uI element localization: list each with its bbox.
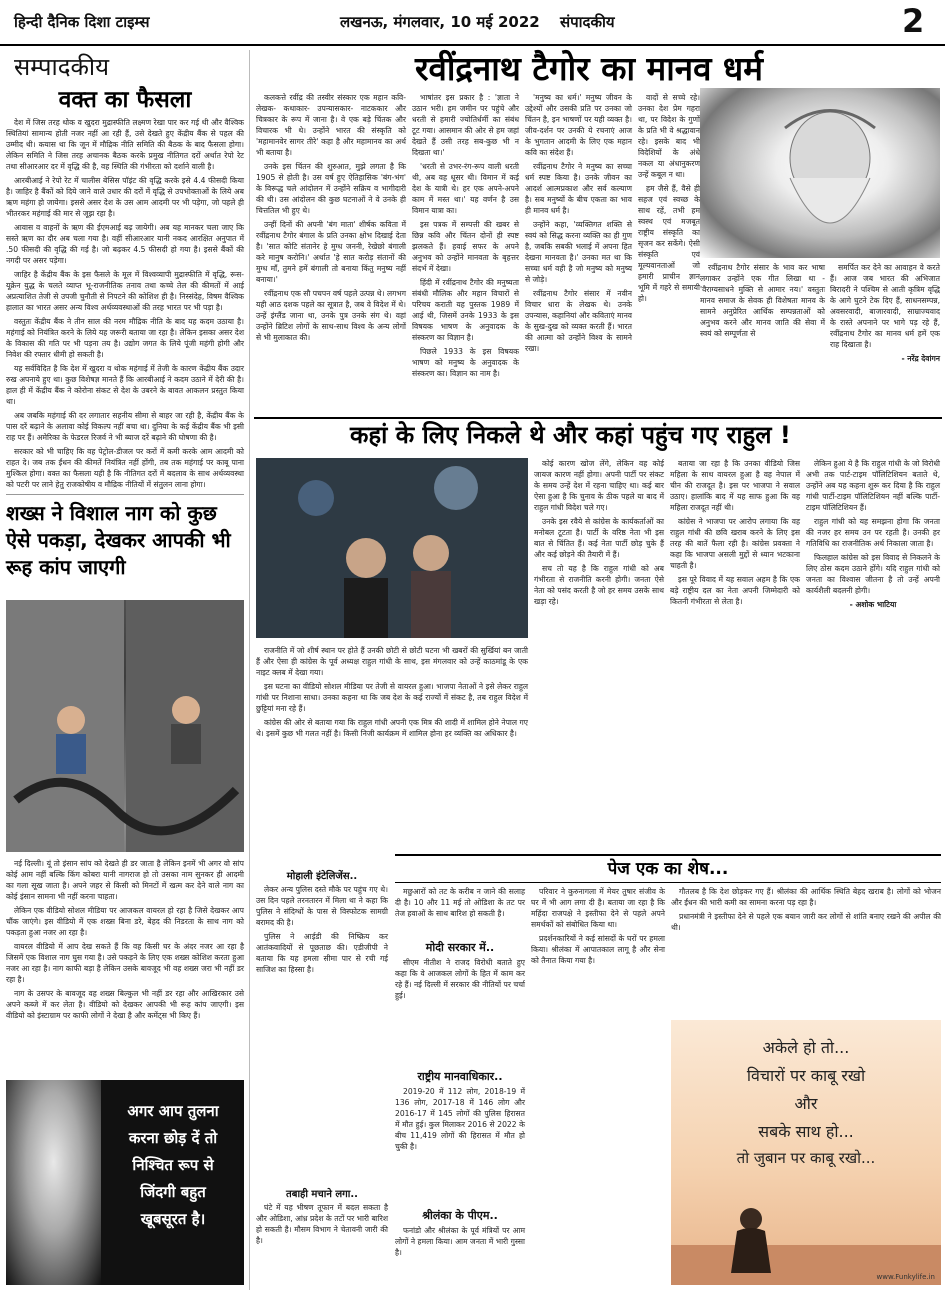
quote-line: और — [794, 1094, 818, 1113]
osho-quote-box — [6, 1080, 244, 1285]
dateline: लखनऊ, मंगलवार, 10 मई 2022 — [340, 13, 540, 31]
rahul-paragraph: सच तो यह है कि राहुल गांधी को अब गंभीरता से राजनीति करनी होगी। जनता ऐसे नेता को पसंद करती है जो हर समय उसके साथ खड़ा रहे। — [534, 564, 664, 606]
tagore-col-4-tail — [700, 262, 825, 412]
masthead — [0, 0, 945, 46]
rahul-photo — [256, 458, 528, 638]
osho-line: अगर आप तुलना — [127, 1102, 219, 1120]
osho-quote-text — [104, 1098, 242, 1233]
page-number: 2 — [902, 2, 925, 40]
tagore-paragraph: रवींद्रनाथ टैगोर संसार में नवीन विचार धारा के लेखक थे। उनके उपन्यास, कहानियां और कविताएं मानव के सुख-दुख को व्यक्त करती हैं। भारत की आत्मा को उन्होंने विश्व के सामने रखा। — [525, 289, 633, 353]
motivational-quote — [671, 1020, 941, 1285]
editorial-section-label: सम्पादकीय — [14, 53, 110, 81]
tagore-col-4 — [638, 92, 700, 303]
snake-headline: शख्स ने विशाल नाग को कुछ ऐसे पकड़ा, देखकर आपकी भी रूह कांप जाएगी — [6, 501, 231, 579]
quote-line: तो जुबान पर काबू रखो... — [736, 1149, 876, 1167]
tagore-sketch-icon — [700, 88, 940, 258]
cont-col-d — [671, 886, 941, 1016]
osho-line: करना छोड़ दें तो — [128, 1129, 218, 1147]
tabahi-title: तबाही मचाने लगा.. — [286, 1189, 358, 1200]
tagore-paragraph: कलकत्ते रवींद्र की तस्वीर संस्कार एक महान कवि- लेखक- कथाकार- उपन्यासकार- नाटककार और चित्रकार के रूप में जाना है। वे एक बड़े चिंतक और विचारक भी थे। उन्होंने भारत की संस्कृति को 'महामानवेर सागर तीरे' कहा है और महामानव का अर्थ भी बताया है। — [256, 93, 406, 157]
cont-paragraph: 2019-20 में 112 लोग, 2018-19 में 136 लोग, 2017-18 में 146 लोग और 2016-17 में 145 लोगों की पुलिस हिरासत में मौत हुई। कुल मिलाकर 2016 से 2022 के बीच 11,419 लोगों की हिरासत में मौत हो चुकी है। — [395, 1087, 525, 1151]
tagore-paragraph: इस पत्रक में सम्पत्ती की खबर से छिन्न कवि और चिंतन दोनों ही स्पष्ट झलकते हैं। हवाई सफर के अपने अनुभव को उन्होंने मानवता के बृहत्तर संदर्भ में देखा। — [412, 220, 519, 273]
tagore-paragraph: हम जैसे हैं, वैसे ही सहज एवं स्वच्छ के साथ रहें, तभी हम स्वस्थ एवं मजबूत राष्ट्रीय संस्कृति का सृजन कर सकेंगे। ऐसी संस्कृति एवं मूल्यवानताओं जो हमारी प्राचीन ज्ञान भूमि में गहरे से समायी हो। — [638, 184, 700, 303]
editorial — [6, 50, 244, 490]
quote-line: विचारों पर काबू रखो — [746, 1066, 866, 1085]
rashtriya-title: राष्ट्रीय मानवाधिकार.. — [417, 1070, 503, 1083]
tagore-paragraph: 'धरती से उभर-रंग-रूप वाली धरती थी, अब वह धूसर थी। विमान में कई देश के यात्री थे। हर एक अपने-अपने काम में मस्त था।' यह वर्णन है उस विमान यात्रा का। — [412, 162, 519, 215]
snake-body — [6, 858, 244, 1076]
divider — [6, 494, 244, 495]
modi-title: मोदी सरकार में.. — [425, 941, 495, 954]
rahul-paragraph: कांग्रेस की ओर से बताया गया कि राहुल गांधी अपनी एक मित्र की शादी में शामिल होने नेपाल गए थे। इसमें कुछ भी गलत नहीं है। किसी निजी कार्यक्रम में शामिल होना हर व्यक्ति का अधिकार है। — [256, 718, 528, 738]
cont-paragraph: सीएम नीतीश ने राजद विरोधी बताते हुए कहा कि वे आजकल लोगों के हित में काम कर रहे हैं। नई दिल्ली में सरकार की नीतियों पर चर्चा हुई। — [395, 958, 525, 1000]
rahul-paragraph: उनके इस रवैये से कांग्रेस के कार्यकर्ताओं का मनोबल टूटता है। पार्टी के वरिष्ठ नेता भी इस बात से चिंतित हैं। कई नेता पार्टी छोड़ चुके हैं और कई छोड़ने की तैयारी में हैं। — [534, 517, 664, 559]
editorial-paragraph: जाहिर है केंद्रीय बैंक के इस फैसले के मूल में विश्वव्यापी मुद्रास्फीति में वृद्धि, रूस-यूक्रेन युद्ध के चलते व्याप्त भू-राजनीतिक तनाव तथा कच्चे तेल की कीमतों में आई अप्रत्याशित तेजी से उपजी चुनौती से निपटने की कोशिश ही है। निस्संदेह, विषम वैश्विक हालात का भारत असर अन्य विश्व अर्थव्यवस्थाओं की तरह भारत पर भी पड़ा है। — [6, 270, 244, 313]
rahul-paragraph: कोई कारण खोज लेंगे, लेकिन वह कोई जायज कारण नहीं होगा। अपनी पार्टी पर संकट के समय उन्हें देश में रहना चाहिए था। कई बार ऐसा हुआ है कि चुनाव के ठीक पहले या बाद में राहुल गांधी विदेश चले गए। — [534, 459, 664, 512]
rahul-col-3 — [670, 458, 800, 853]
rahul-paragraph: इस पूरे विवाद में यह सवाल अहम है कि एक बड़े राष्ट्रीय दल का नेता अपनी जिम्मेदारी को कितनी गंभीरता से लेता है। — [670, 575, 800, 606]
snake-paragraph: लेकिन एक वीडियो सोशल मीडिया पर आजकल वायरल हो रहा है जिसे देखकर आप चौंक जाएंगे। इस वीडियो में एक शख्स बिना डरे, बेहद की निडरता के साथ नाग को पकड़ता हुआ नजर आ रहा है। — [6, 906, 244, 937]
osho-line: जिंदगी बहुत — [140, 1183, 206, 1201]
editorial-paragraph: यह सर्वविदित है कि देश में खुदरा व थोक महंगाई में तेजी के कारण केंद्रीय बैंक उदार रुख अपनाये हुए था। कुछ विशेषज्ञ मानते हैं कि आरबीआई ने कदम उठाने में देरी की है। हाल ही में केंद्रीय बैंक ने कोरोना संकट से देश के उबरने के बावत आकलन प्रस्तुत किया था। — [6, 364, 244, 407]
tagore-portrait — [700, 88, 940, 258]
rahul-paragraph: बताया जा रहा है कि उनका वीडियो जिस महिला के साथ वायरल हुआ है वह नेपाल में चीन की राजदूत है। इस पर भाजपा ने सवाल उठाए। हालांकि बाद में यह साफ हुआ कि वह महिला राजदूत नहीं थी। — [670, 459, 800, 512]
tagore-paragraph: भाषांतर इस प्रकार है : 'ज्ञाता ने उठान भरी। हम जमीन पर पहुंचे और धरती से हमारी ज्योतिर्धर्मी का संबंध टूट गया। आसमान की ओर से हम जहां देखते हैं उसी तरह सब-कुछ भी न दिखता था।' — [412, 93, 519, 157]
tagore-paragraph: रवींद्रनाथ टैगोर संसार के भाव कर भाषा लगाकर उन्होंने एक गीत लिखा था - 'वैराग्यसाधने मुक्ति से आमार नय।' वस्तुतः मानव समाज के सेवक ही विशेषता मानव के सामने अनुप्रेरित आर्थिक सम्पन्नताओं को अनुभव करने और मानव जाति की सेवा में स्वयं को सम्पूर्णता से — [700, 263, 825, 338]
rahul-paragraph: फिलहाल कांग्रेस को इस विवाद से निकलने के लिए ठोस कदम उठाने होंगे। यदि राहुल गांधी को जनता का विश्वास जीतना है तो उन्हें अपनी कार्यशैली बदलनी होगी। — [806, 553, 940, 595]
srilanka-body — [395, 1225, 525, 1285]
quote-credit: www.Funkylife.in — [876, 1273, 935, 1281]
rahul-col-4 — [806, 458, 940, 853]
osho-line: निश्चित रूप से — [132, 1156, 214, 1174]
tagore-paragraph: पिछले 1933 के इस विषयक भाषण को मनुष्य के अनुवादक के संस्करण का। विज्ञान का नाम है। — [412, 347, 519, 378]
tagore-col-2 — [412, 92, 519, 412]
rahul-headline: कहां के लिए निकले थे और कहां पहुंच गए राहुल ! — [350, 421, 791, 449]
nightclub-photo-icon — [256, 458, 528, 638]
paper-name: हिन्दी दैनिक दिशा टाइम्स — [14, 13, 150, 31]
rashtriya-body — [395, 1086, 525, 1206]
cont-paragraph: गौतलब है कि देश छोड़कर गए हैं। श्रीलंका की आर्थिक स्थिति बेहद खराब है। लोगों को भोजन और ईंधन की भारी कमी का सामना करना पड़ रहा है। — [671, 887, 941, 907]
rahul-paragraph: लेकिन हुआ ये है कि राहुल गांधी के जो विरोधी अभी तक पार्ट-टाइम पॉलिटिशियन बताते थे, उन्होंने अब यह कहना शुरू कर दिया है कि राहुल गांधी पार्टी-टाइम पॉलिटिशियन नहीं बल्कि पार्टी-टाइम पॉलिटिशियन हैं। — [806, 459, 940, 512]
editorial-paragraph: अब जबकि महंगाई की दर लगातार सहनीय सीमा से बाहर जा रही है, केंद्रीय बैंक के पास दरें बढ़ाने के अलावा कोई विकल्प नहीं बचा था। दुनिया के कई केंद्रीय बैंक भी इसी राह पर हैं। अमेरिका के फेडरल रिजर्व ने भी ब्याज दरें बढ़ाने की घोषणा की है। — [6, 411, 244, 443]
divider — [254, 417, 942, 419]
quote-text — [671, 1036, 941, 1168]
cont-paragraph: प्रधानमंत्री ने इस्तीफा देने से पहले एक बयान जारी कर लोगों से शांति बनाए रखने की अपील की थी। — [671, 912, 941, 932]
quote-line: अकेले हो तो... — [762, 1038, 850, 1057]
editorial-paragraph: आवास व वाहनों के ऋण की ईएमआई बढ़ जायेगी। अब यह मानकर चला जाए कि सस्ते ऋण का दौर अब चला गया है। वहीं सीआरआर यानी नकद आरक्षित अनुपात में .50 फीसदी की वृद्धि की गई है। जो बढ़कर 4.5 फीसदी हो गया है। इससे बैंकों की नगदी पर असर पड़ेगा। — [6, 223, 244, 266]
snake-paragraph: वायरल वीडियो में आप देख सकते हैं कि वह किसी घर के अंदर नजर आ रहा है जिसमें एक विशाल नाग घुस गया है। उसे पकड़ने के लिए एक शख्स कोशिश करता हुआ नजर आ रहा है। नाग काफी बड़ा है लेकिन उसके बावजूद भी वह शख्स जरा भी नहीं डर रहा है। — [6, 942, 244, 984]
osho-line: खूबसूरत है। — [140, 1210, 206, 1228]
editorial-paragraph: आरबीआई ने रेपो रेट में चालीस बेसिस पॉइंट की वृद्धि करके इसे 4.4 फीसदी किया है। जाहिर है बैंकों को दिये जाने वाले उधार की दरों में वृद्धि से उपभोक्ताओं के लिये अब ऋण महंगा हो जायेगा। इससे असर देश के उस आम आदमी पर भी पड़ेगा, जो पहले ही भीतरकर महंगाई की मार से जूझ रहा है। — [6, 176, 244, 219]
rahul-paragraph: इस घटना का वीडियो सोशल मीडिया पर तेजी से वायरल हुआ। भाजपा नेताओं ने इसे लेकर राहुल गांधी पर निशाना साधा। उनका कहना था कि जब देश के कई राज्यों में संकट है, तब राहुल विदेश में छुट्टियां मना रहे हैं। — [256, 682, 528, 713]
snake-paragraph: नई दिल्ली। यूं तो इंसान सांप को देखते ही डर जाता है लेकिन इनमें भी अगर वो सांप कोई आम नहीं बल्कि किंग कोबरा यानी नागराज हो तो उसका नाम सुनकर ही आदमी का गला सूख जाता है। अपने जहर से किसी को मिनटों में खत्म कर देने वाले नाग का कोई इंसान सामना भी नहीं करना चाहता। — [6, 859, 244, 901]
tagore-headline: रवींद्रनाथ टैगोर का मानव धर्म — [415, 49, 763, 88]
tagore-col-1 — [256, 92, 406, 412]
mohali-body — [256, 884, 388, 1184]
cont-paragraph: फनांडो और श्रीलंका के पूर्व मंत्रियों पर आम लोगों ने हमला किया। आम जनता में भारी गुस्सा है। — [395, 1226, 525, 1257]
cont-col-a — [395, 886, 525, 936]
cont-paragraph: परिवार ने कुरुनागला में मेयर तुषार संजीव के घर में भी आग लगा दी है। बताया जा रहा है कि महिंदा राजपक्षे ने इस्तीफा देने से पहले अपने समर्थकों को संबोधित किया था। — [531, 887, 665, 929]
cont-col-b — [395, 938, 525, 1278]
rahul-col-2 — [534, 458, 664, 853]
snake-photo — [6, 600, 244, 852]
tagore-paragraph: उन्होंने कहा, 'व्यक्तिगत शक्ति से स्वयं को सिद्ध करना व्यक्ति का ही गुण है, जबकि सबकी भलाई में अपना हित देखना मानवता है।' उनका मत था कि सच्चा धर्म वही है जो मनुष्य को मनुष्य से जोड़े। — [525, 220, 632, 284]
mohali-paragraph: लेकर अन्य पुलिस दस्ते मौके पर पहुंच गए थे। उस दिन पहले तरनतारन में मिला था ने कहा कि पुलिस ने संदिग्धों के पास से विस्फोटक सामग्री बरामद की है। — [256, 885, 388, 927]
rahul-col-1 — [256, 645, 528, 855]
tabahi-body — [256, 1202, 388, 1282]
column-divider — [249, 50, 250, 1290]
tagore-paragraph: रवींद्रनाथ एक सौ पचपन वर्ष पहले उत्पन्न थे। लगभग यही आठ दशक पहले का सूत्रात है, जब वे विदेश में थे। उन्हें इंग्लैंड जाना था, उनके पुत्र उनके संग थे। वहां उन्होंने ब्रिटिश लोगों के साथ-साथ विश्व के अन्य लोगों से भी मुलाकात की। — [256, 289, 406, 342]
editorial-headline: वक्त का फैसला — [58, 87, 192, 113]
tagore-paragraph: हिंदी में रवींद्रनाथ टैगोर की मनुष्यता संबंधी मौलिक और महान विचारों से परिचय कराती यह पुस्तक 1989 में आई थी, जिसमें उनके 1933 के इस विषयक भाषण के अनुवादक के संस्करण का विज्ञान है। — [412, 278, 519, 342]
tagore-paragraph: उन्हीं दिनों की अपनी 'बंग माता' शीर्षक कविता में रवींद्रनाथ टैगोर बंगाल के प्रति उनका क्षोभ दिखाई देता है। 'सात कोटि संतानेर हे मुग्ध जननी, रेखेछो बंगाली करे मानुष करोनि।' अर्थात 'हे सात करोड़ संतानों की मुग्ध माँ, तुमने हमें बंगाली तो बनाया किंतु मनुष्य नहीं बनाया।' — [256, 220, 406, 284]
editorial-paragraph: वस्तुतः केंद्रीय बैंक ने तीन साल की नरम मौद्रिक नीति के बाद यह कदम उठाया है। महंगाई को नियंत्रित करने के लिये यह जरूरी बताया जा रहा है। लेकिन इसका असर देश के विकास की गति पर भी पड़ना तय है। उद्योग जगत के लिये पूंजी महंगी होगी और निवेश की रफ्तार धीमी हो सकती है। — [6, 317, 244, 360]
tagore-col-5 — [830, 262, 940, 412]
modi-body — [395, 957, 525, 1067]
rahul-paragraph: कांग्रेस ने भाजपा पर आरोप लगाया कि वह राहुल गांधी की छवि खराब करने के लिए इस तरह की बातें फैला रही है। कांग्रेस प्रवक्ता ने कहा कि भाजपा असली मुद्दों से ध्यान भटकाना चाहती है। — [670, 517, 800, 570]
editorial-body — [6, 117, 244, 490]
rahul-byline: - अशोक भाटिया — [849, 600, 897, 609]
quote-line: सबके साथ हो... — [758, 1122, 854, 1141]
rahul-paragraph: राजनीति में जो शीर्ष स्थान पर होते हैं उनकी छोटी से छोटी घटना भी खबरों की सुर्खियां बन जाती हैं और ऐसा ही कांग्रेस के पूर्व अध्यक्ष राहुल गांधी के साथ, इस मंगलवार को उन्हें काठमांडू के एक नाइट क्लब में देखा गया। — [256, 646, 528, 677]
cont-col-c — [531, 886, 665, 1281]
editorial-paragraph: सरकार को भी चाहिए कि वह पेट्रोल-डीजल पर करों में कमी करके आम आदमी को राहत दे। जब तक ईंधन की कीमतें नियंत्रित नहीं होंगी, तब तक महंगाई पर काबू पाना मुश्किल होगा। वक्त का फैसला यही है कि नीतिगत दरों में बदलाव के साथ अर्थव्यवस्था को पटरी पर लाने हेतु राजकोषीय व मौद्रिक नीतियों में संतुलन लाना होगा। — [6, 447, 244, 490]
osho-portrait — [6, 1080, 101, 1285]
section-label: संपादकीय — [560, 13, 615, 31]
mohali-story — [256, 866, 388, 1276]
tagore-paragraph: समर्पित कर देने का आवाहन वे करते हैं। आज जब भारत की अभिजात बिरादरी ने पश्चिम से आती कृत्रिम वृद्धि के आगे घुटने टेक दिए हैं, साधनसम्पन्न, अवसरवादी, बाजारवादी, साम्राज्यवाद के रास्ते अपनाने पर भागे पड़ रहे हैं, रवींद्रनाथ टैगोर का मानव धर्म हमें एक राह दिखाता है। — [830, 263, 940, 349]
woman-silhouette-icon — [671, 1175, 941, 1285]
rahul-paragraph: राहुल गांधी को यह समझना होगा कि जनता की नजर हर समय उन पर रहती है। उनकी हर गतिविधि का राजनीतिक अर्थ निकाला जाता है। — [806, 517, 940, 548]
tagore-paragraph: रवींद्रनाथ टैगोर ने मनुष्य का सच्चा धर्म स्पष्ट किया है। उनके जीवन का आदर्श आत्मप्रकाश और सर्व कल्याण है। सब मनुष्यों के बीच एकता का भाव ही मानव धर्म है। — [525, 162, 632, 215]
tabahi-paragraph: घंटे में यह भीषण तूफान में बदल सकता है और ओडिशा, आंध्र प्रदेश के तटों पर भारी बारिश हो सकती है। मौसम विभाग ने चेतावनी जारी की है। — [256, 1203, 388, 1245]
tagore-byline: - नरेंद्र देवांगन — [901, 354, 940, 363]
snake-paragraph: नाग के उसपर के बावजूद वह शख्स बिल्कुल भी नहीं डर रहा और आखिरकार उसे अपने कब्जे में कर लेता है। वीडियो को देखकर आपकी भी रूह कांप जाएगी। इस वीडियो को इंस्टाग्राम पर काफी लोगों ने देखा है और कमेंट्स भी किए हैं। — [6, 989, 244, 1020]
tagore-col-3 — [525, 92, 632, 412]
mohali-paragraph: पुलिस ने आईडी की निष्क्रिय कर आतंकवादियों से पूछताछ की। एडीजीपी ने बताया कि यह हमला सीमा पार से रची गई साजिश का हिस्सा है। — [256, 932, 388, 974]
tagore-paragraph: उनके इस चिंतन की शुरुआत, मुझे लगता है कि 1905 से होती है। उस वर्ष हुए ऐतिहासिक 'बंग-भंग' के विरूद्ध चले आंदोलन में उन्होंने सक्रिय व भागीदारी की थी। उस आंदोलन की कुछ घटनाओं ने वे उनके ही चित्ततिल भी हुए थे। — [256, 162, 406, 215]
srilanka-title: श्रीलंका के पीएम.. — [422, 1209, 498, 1222]
cont-paragraph: मछुआरों को तट के करीब न जाने की सलाह दी है। 10 और 11 मई तो ओडिशा के तट पर तेज हवाओं के साथ बारिश हो सकती है। — [395, 887, 525, 918]
tagore-paragraph: 'मनुष्य का धर्म।' मनुष्य जीवन के उद्देश्यों और उसकी प्रति पर उनका जो चिंतन है, इन भाषणों पर यही व्यक्त है। जीव-दर्शन पर उनकी ये रचनाएं आज के भुगतान आदमी के लिए एक महान कवि का संदेश हैं। — [525, 93, 632, 157]
continuation-banner: पेज एक का शेष... — [395, 854, 941, 883]
tagore-paragraph: वादों से सच्चे रहे। उनका देश प्रेम गहरा था, पर विदेश के गुणों के प्रति भी वे श्रद्धावान रहे। इसके बाद भी विदेशियों के अंधे नकल या अंधानुकरण उन्हें कबूल न था। — [638, 93, 700, 179]
cont-paragraph: प्रदर्शनकारियों ने कई सांसदों के घरों पर हमला किया। श्रीलंका में आपातकाल लागू है और सेना को तैनात किया गया है। — [531, 934, 665, 965]
editorial-paragraph: देश में जिस तरह थोक व खुदरा मुद्रास्फीति लक्ष्मण रेखा पार कर गई थी और वैश्विक स्थितियां सामान्य होती नजर नहीं आ रही हैं, उसे देखते हुए केंद्रीय बैंक से पहल की उम्मीद थी। कयास था कि जून में मौद्रिक नीति समिति की बैठक के बाद फैसला होगा। लेकिन समिति ने जिस तरह अचानक बैठक करके प्रमुख नीतिगत दरों अर्थात रेपो रेट तथा सीआरआर दर में वृद्धि की है, वह स्थिति की गंभीरता को दर्शाने वाली है। — [6, 118, 244, 172]
mohali-title: मोहाली इंटेलिजेंस.. — [286, 871, 358, 882]
snake-icon — [6, 600, 244, 852]
